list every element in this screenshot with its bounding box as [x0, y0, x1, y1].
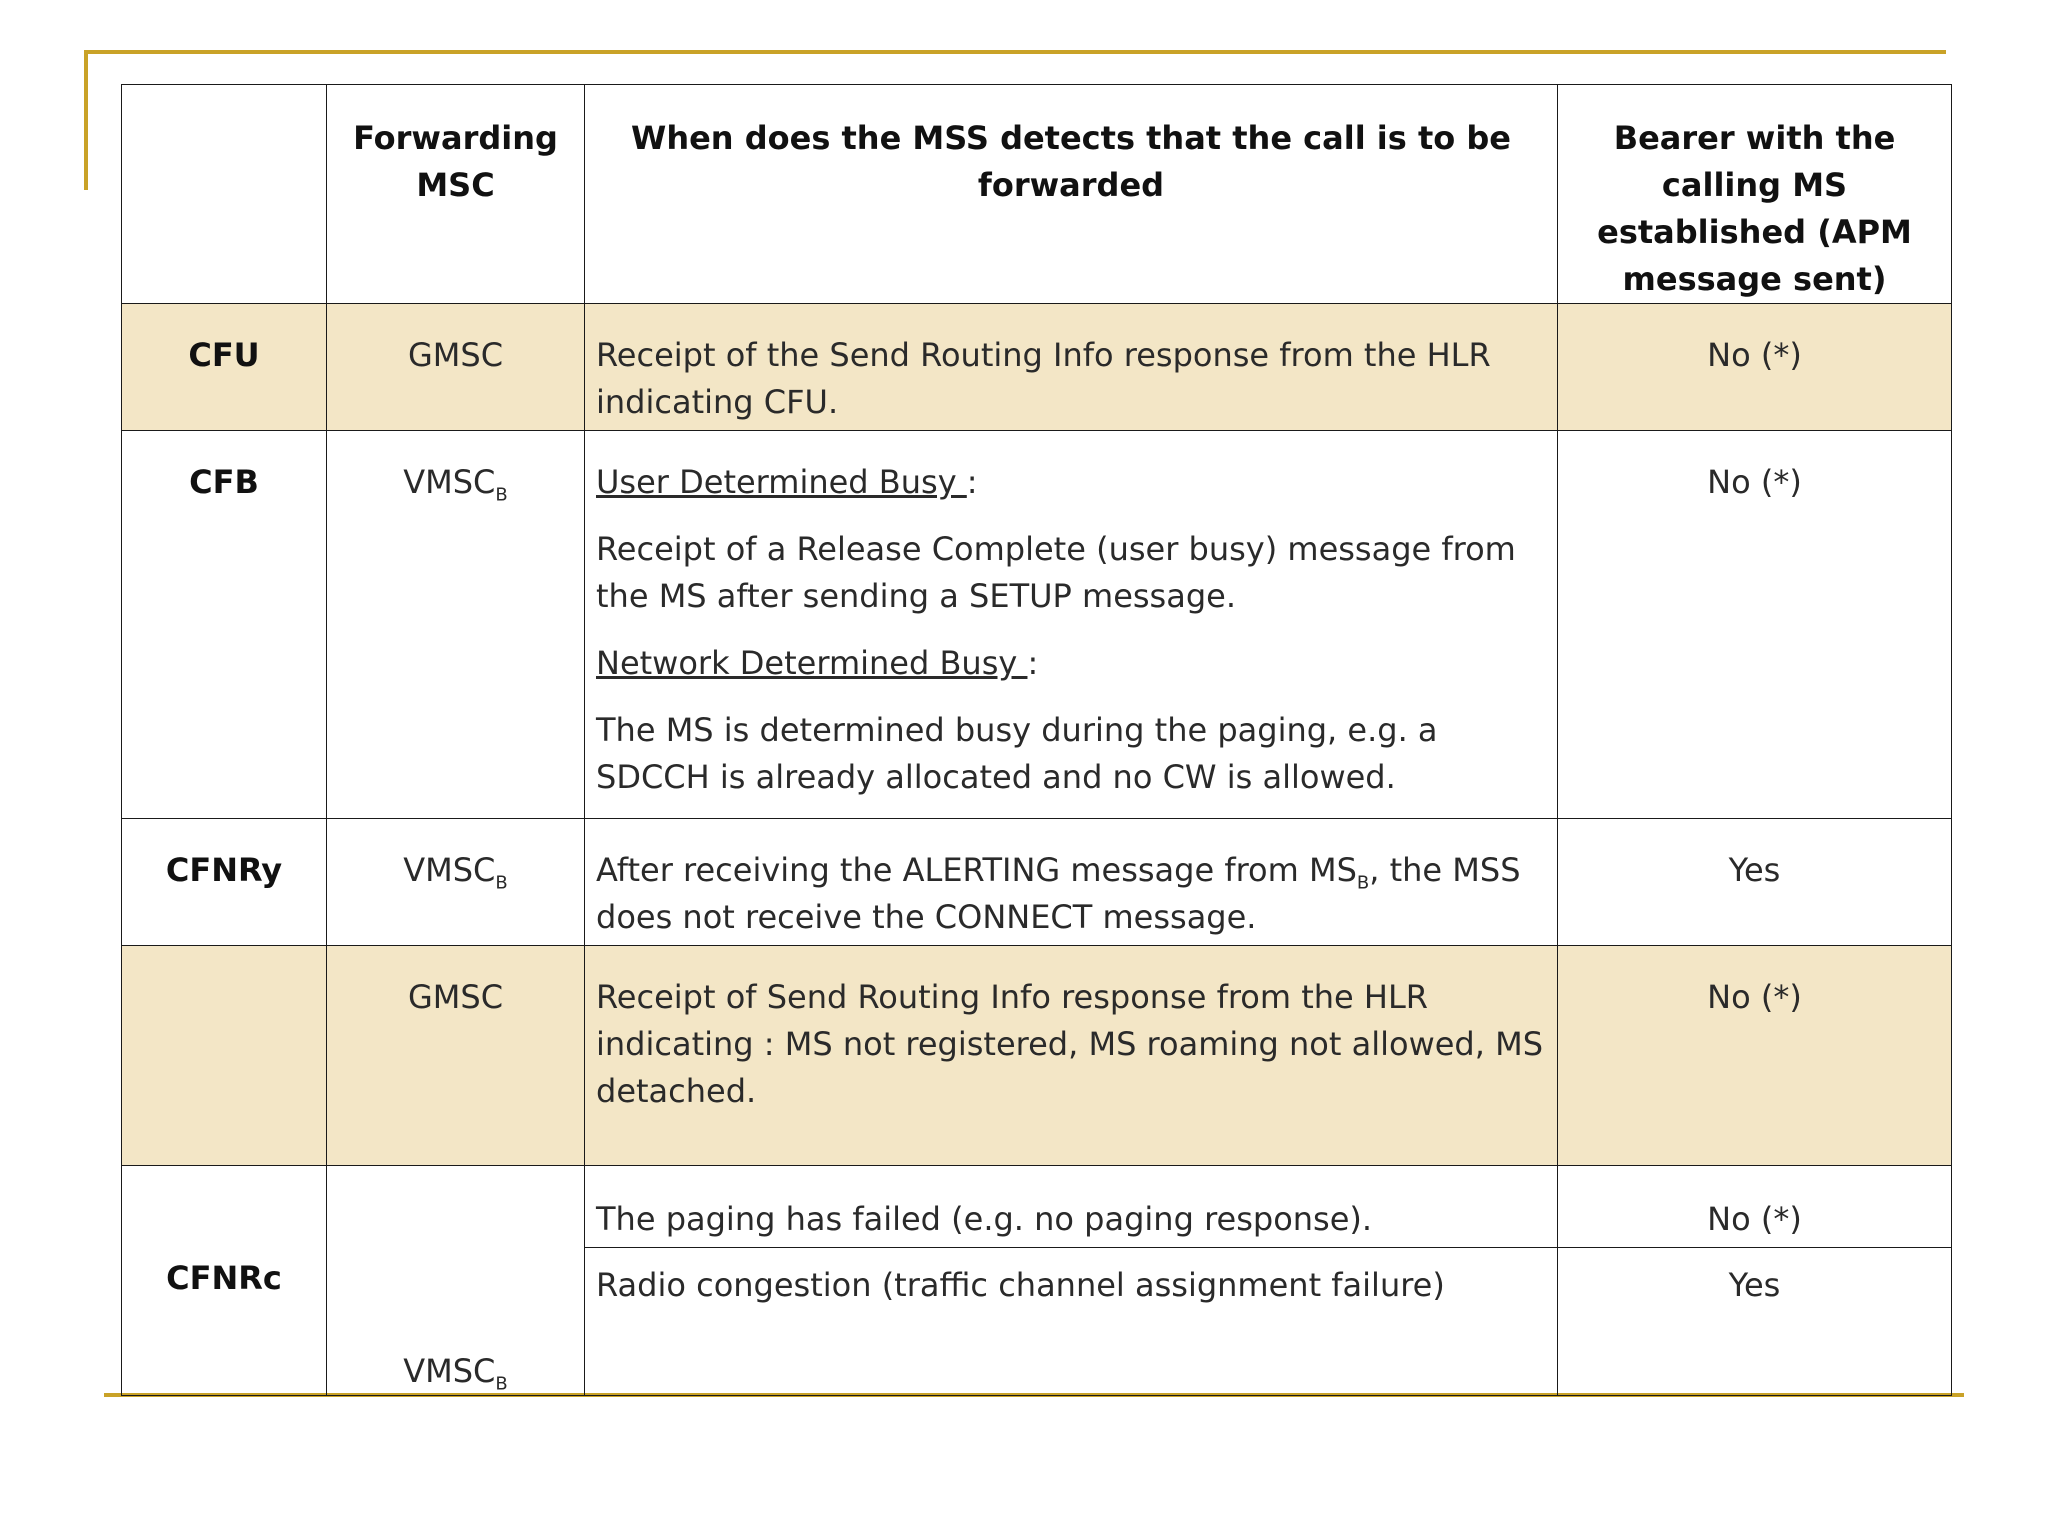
header-row [122, 85, 1952, 304]
cfnrc-radio-description: Radio congestion (traffic channel assignment failure) [585, 1248, 1558, 1396]
cfu-bearer: No (*) [1558, 304, 1952, 431]
cfu-msc: GMSC [327, 304, 585, 431]
cfb-msc [327, 431, 585, 819]
cfnrc-gmsc-bearer: No (*) [1558, 946, 1952, 1166]
cfb-ndb-title: Network Determined Busy [596, 644, 1028, 682]
cfb-msc-sub: B [495, 484, 508, 506]
header-bearer-established: Bearer with the calling MS established (APM message sent) [1558, 85, 1952, 304]
cfnry-desc-a: After receiving the ALERTING message from MS [596, 851, 1357, 889]
cfnry-msc-sub: B [495, 872, 508, 894]
cfnry-msc-main: VMSC [403, 851, 496, 889]
cfnry-description [585, 819, 1558, 946]
cfb-ndb-colon: : [1027, 644, 1039, 682]
cfnry-desc-b: , the MSS does not receive the CONNECT message. [596, 851, 1521, 936]
cfnrc-paging-bearer: No (*) [1558, 1166, 1952, 1248]
table-row-cfu [122, 304, 1952, 431]
cfb-bearer: No (*) [1558, 431, 1952, 819]
cfnry-label: CFNRy [122, 819, 327, 946]
cfu-description: Receipt of the Send Routing Info response from the HLR indicating CFU. [585, 304, 1558, 431]
cfb-ndb-heading [596, 640, 1547, 687]
cfnrc-radio-bearer: Yes [1558, 1248, 1952, 1396]
cfb-msc-main: VMSC [403, 463, 496, 501]
cfb-description [585, 431, 1558, 819]
cfnrc-paging-description: The paging has failed (e.g. no paging response). [585, 1166, 1558, 1248]
header-when-detected: When does the MSS detects that the call is to be forwarded [585, 85, 1558, 304]
header-empty [122, 85, 327, 304]
table-row-cfnrc-gmsc [122, 946, 1952, 1166]
cfb-udb-title: User Determined Busy [596, 463, 967, 501]
left-accent-line [84, 50, 88, 190]
cfnrc-gmsc-msc: GMSC [327, 946, 585, 1166]
top-accent-line [84, 50, 1946, 54]
cfb-label: CFB [122, 431, 327, 819]
forwarding-table-wrapper [121, 84, 1951, 1396]
cfb-udb-colon: : [966, 463, 978, 501]
table-row-cfnrc-paging [122, 1166, 1952, 1248]
cfnry-desc-sub: B [1356, 872, 1370, 894]
header-forwarding-msc: Forwarding MSC [327, 85, 585, 304]
cfu-label: CFU [122, 304, 327, 431]
cfnry-msc [327, 819, 585, 946]
cfb-udb-heading [596, 459, 1547, 506]
cfb-udb-text: Receipt of a Release Complete (user busy) message from the MS after sending a SETUP message. [596, 530, 1516, 615]
table-row-cfb [122, 431, 1952, 819]
cfnrc-vmsc [327, 1166, 585, 1396]
cfnrc-gmsc-description: Receipt of Send Routing Info response from the HLR indicating : MS not registered, MS roaming not allowed, MS detached. [585, 946, 1558, 1166]
cfnry-bearer: Yes [1558, 819, 1952, 946]
call-forwarding-table [121, 84, 1952, 1396]
cfb-ndb-text: The MS is determined busy during the paging, e.g. a SDCCH is already allocated and no CW is allowed. [596, 711, 1438, 796]
cfnrc-gmsc-label-empty [122, 946, 327, 1166]
cfnrc-vmsc-main: VMSC [403, 1352, 496, 1390]
cfnrc-label: CFNRc [122, 1166, 327, 1396]
table-row-cfnry [122, 819, 1952, 946]
cfnrc-vmsc-sub: B [495, 1373, 508, 1395]
